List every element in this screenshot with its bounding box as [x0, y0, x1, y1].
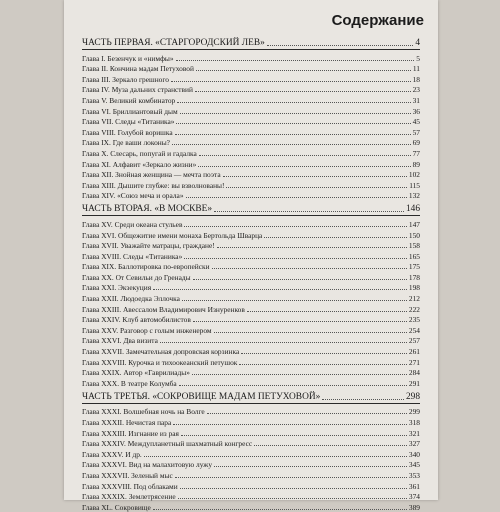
page-title: Содержание: [331, 12, 424, 29]
chapter-entry: [82, 73, 420, 84]
chapter-entry-page-number: 327: [408, 439, 420, 449]
chapter-entry-page-number: 257: [408, 336, 420, 346]
dot-leader: [322, 399, 404, 400]
chapter-entry: [82, 448, 420, 459]
chapter-entry-page-number: 389: [408, 502, 420, 512]
dot-leader: [144, 456, 407, 457]
chapter-entry-title: Глава XVIII. Следы «Титаника»: [82, 251, 183, 261]
table-of-contents: [82, 34, 420, 512]
part-heading-page-number: 4: [415, 38, 420, 48]
chapter-entry: [82, 469, 420, 480]
chapter-entry-page-number: 102: [408, 170, 420, 180]
chapter-entry-title: Глава XXXVI. Вид на малахитовую лужу: [82, 460, 213, 470]
chapter-entry-title: Глава X. Слесарь, попугай и гадалка: [82, 148, 197, 158]
chapter-entry-title: Глава XIX. Баллотировка по-европейски: [82, 262, 210, 272]
chapter-entry: [82, 126, 420, 137]
part-divider: [82, 403, 420, 404]
part-heading: [82, 35, 420, 48]
chapter-entry: [82, 345, 420, 356]
part-heading-title: ЧАСТЬ ВТОРАЯ. «В МОСКВЕ»: [82, 204, 213, 215]
chapter-entry: [82, 459, 420, 470]
part-heading: [82, 201, 420, 214]
dot-leader: [247, 311, 407, 312]
chapter-entry: [82, 335, 420, 346]
chapter-entry: [82, 480, 420, 491]
chapter-entry-title: Глава XXII. Людоедка Эллочка: [82, 294, 180, 304]
chapter-entry-title: Глава XXIII. Авессалом Владимирович Изнуренков: [82, 304, 245, 314]
dot-leader: [198, 166, 410, 167]
chapter-entry: [82, 63, 420, 74]
chapter-entry-page-number: 57: [412, 127, 420, 137]
chapter-entry-page-number: 178: [408, 272, 420, 282]
chapter-entry-page-number: 132: [408, 191, 420, 201]
dot-leader: [241, 353, 407, 354]
chapter-entry-page-number: 284: [408, 368, 420, 378]
dot-leader: [193, 279, 407, 280]
chapter-entry-page-number: 299: [408, 407, 420, 417]
chapter-entry-title: Глава IX. Где ваши локоны?: [82, 138, 170, 148]
chapter-entry: [82, 116, 420, 127]
dot-leader: [160, 342, 407, 343]
chapter-entry-title: Глава I. Безенчук и «нимфы»: [82, 53, 174, 63]
chapter-entry-title: Глава VII. Следы «Титаника»: [82, 117, 175, 127]
chapter-entry-page-number: 212: [408, 294, 420, 304]
part-heading-title: ЧАСТЬ ТРЕТЬЯ. «СОКРОВИЩЕ МАДАМ ПЕТУХОВОЙ»: [82, 391, 321, 402]
chapter-entry-page-number: 165: [408, 251, 420, 261]
part-divider: [82, 49, 420, 50]
part-heading-page-number: 146: [405, 204, 420, 215]
dot-leader: [217, 247, 407, 248]
dot-leader: [195, 91, 411, 92]
chapter-entry-title: Глава XI. Алфавит «Зеркало жизни»: [82, 159, 197, 169]
dot-leader: [254, 445, 407, 446]
chapter-entry-title: Глава XXX. В театре Колумба: [82, 378, 177, 388]
chapter-entry-title: Глава XXV. Разговор с голым инженером: [82, 325, 212, 335]
chapter-entry: [82, 356, 420, 367]
chapter-entry: [82, 427, 420, 438]
dot-leader: [212, 268, 407, 269]
chapter-entry: [82, 314, 420, 325]
part-divider: [82, 215, 420, 216]
chapter-entry: [82, 261, 420, 272]
dot-leader: [267, 45, 414, 46]
chapter-entry: [82, 282, 420, 293]
chapter-entry-title: Глава XXXIV. Междупланетный шахматный конгресс: [82, 439, 253, 449]
dot-leader: [199, 155, 411, 156]
dot-leader: [175, 477, 407, 478]
dot-leader: [171, 81, 411, 82]
chapter-entry-title: Глава XXXV. И др.: [82, 449, 142, 459]
chapter-entry-title: Глава III. Зеркало грешного: [82, 74, 169, 84]
chapter-entry: [82, 147, 420, 158]
chapter-entry: [82, 94, 420, 105]
chapter-entry: [82, 137, 420, 148]
chapter-entry: [82, 105, 420, 116]
chapter-entry-page-number: 11: [412, 64, 420, 74]
chapter-entry-page-number: 222: [408, 304, 420, 314]
dot-leader: [176, 60, 415, 61]
chapter-entry: [82, 501, 420, 512]
chapter-entry-page-number: 235: [408, 315, 420, 325]
dot-leader: [153, 289, 407, 290]
part-heading-title: ЧАСТЬ ПЕРВАЯ. «СТАРГОРОДСКИЙ ЛЕВ»: [82, 38, 265, 48]
chapter-entry-title: Глава XXXII. Нечистая пара: [82, 418, 172, 427]
chapter-entry-title: Глава XXXIII. Изгнание из рая: [82, 428, 179, 438]
dot-leader: [178, 498, 407, 499]
chapter-entry: [82, 367, 420, 378]
chapter-entry-title: Глава XVII. Уважайте матрацы, граждане!: [82, 241, 215, 251]
chapter-entry-title: Глава XII. Знойная женщина — мечта поэта: [82, 170, 221, 180]
dot-leader: [182, 300, 407, 301]
chapter-entry-page-number: 158: [408, 241, 420, 251]
chapter-entry: [82, 377, 420, 388]
dot-leader: [207, 413, 407, 414]
chapter-entry-page-number: 261: [408, 347, 420, 357]
chapter-entry-title: Глава XXVIII. Курочка и тихоокеанский петушок: [82, 357, 238, 367]
dot-leader: [177, 102, 410, 103]
chapter-entry-title: Глава XXIV. Клуб автомобилистов: [82, 315, 191, 325]
chapter-entry-page-number: 361: [408, 481, 420, 491]
chapter-entry-page-number: 271: [408, 357, 420, 367]
chapter-entry: [82, 292, 420, 303]
dot-leader: [226, 187, 407, 188]
chapter-entry-page-number: 115: [409, 180, 420, 190]
chapter-entry-page-number: 31: [412, 95, 420, 105]
part-heading: [82, 389, 420, 402]
chapter-entry-title: Глава XV. Среди океана стульев: [82, 219, 183, 229]
chapter-entry-page-number: 321: [408, 428, 420, 438]
chapter-entry-page-number: 36: [412, 106, 420, 116]
dot-leader: [180, 113, 411, 114]
dot-leader: [264, 237, 407, 238]
chapter-entry-page-number: 23: [412, 85, 420, 95]
chapter-entry-page-number: 353: [408, 470, 420, 480]
dot-leader: [184, 258, 407, 259]
chapter-entry-title: Глава XIII. Дышите глубже: вы взволнованы!: [82, 180, 225, 190]
chapter-entry: [82, 179, 420, 190]
dot-leader: [179, 385, 407, 386]
chapter-entry-title: Глава XXXI. Волшебная ночь на Волге: [82, 407, 205, 417]
chapter-entry-title: Глава XXVI. Два визита: [82, 336, 158, 346]
chapter-entry-page-number: 147: [408, 219, 420, 229]
dot-leader: [153, 509, 407, 510]
dot-leader: [214, 332, 407, 333]
chapter-entry-page-number: 77: [412, 148, 420, 158]
chapter-entry-title: Глава XL. Сокровище: [82, 502, 151, 512]
dot-leader: [193, 321, 407, 322]
dot-leader: [172, 144, 411, 145]
chapter-entry: [82, 416, 420, 427]
dot-leader: [175, 134, 411, 135]
chapter-entry: [82, 158, 420, 169]
chapter-entry-page-number: 374: [408, 492, 420, 502]
chapter-entry-page-number: 5: [416, 53, 420, 63]
chapter-entry-page-number: 198: [408, 283, 420, 293]
chapter-entry-page-number: 69: [412, 138, 420, 148]
dot-leader: [223, 176, 407, 177]
dot-leader: [186, 197, 407, 198]
dot-leader: [184, 226, 406, 227]
chapter-entry: [82, 324, 420, 335]
chapter-entry-page-number: 45: [412, 117, 420, 127]
chapter-entry-title: Глава XXXVII. Зеленый мыс: [82, 470, 173, 480]
chapter-entry: [82, 218, 420, 229]
chapter-entry: [82, 190, 420, 201]
chapter-entry: [82, 52, 420, 63]
chapter-entry-title: Глава VIII. Голубой воришка: [82, 127, 173, 137]
chapter-entry-title: Глава IV. Муза дальних странствий: [82, 85, 193, 95]
chapter-entry-title: Глава V. Великий комбинатор: [82, 95, 176, 105]
chapter-entry: [82, 250, 420, 261]
chapter-entry: [82, 271, 420, 282]
chapter-entry: [82, 406, 420, 417]
chapter-entry-title: Глава II. Кончина мадам Петуховой: [82, 64, 194, 74]
dot-leader: [180, 488, 407, 489]
chapter-entry-page-number: 345: [408, 460, 420, 470]
chapter-entry-page-number: 175: [408, 262, 420, 272]
chapter-entry: [82, 84, 420, 95]
chapter-entry-title: Глава XVI. Общежитие имени монаха Бертольда Шварца: [82, 230, 263, 240]
dot-leader: [192, 374, 407, 375]
dot-leader: [181, 435, 407, 436]
chapter-entry-page-number: 254: [408, 325, 420, 335]
chapter-entry-title: Глава XX. От Севильи до Гренады: [82, 272, 191, 282]
chapter-entry-page-number: 89: [412, 159, 420, 169]
part-heading-page-number: 298: [405, 391, 420, 402]
book-page: [64, 0, 438, 512]
dot-leader: [173, 424, 407, 425]
dot-leader: [196, 70, 411, 71]
chapter-entry: [82, 303, 420, 314]
chapter-entry-title: Глава XXXVIII. Под облаками: [82, 481, 178, 491]
chapter-entry-title: Глава XXIX. Автор «Гаврилиады»: [82, 368, 190, 378]
chapter-entry-page-number: 291: [408, 378, 420, 388]
dot-leader: [214, 466, 407, 467]
chapter-entry-title: Глава XXVII. Замечательная допровская корзинка: [82, 347, 240, 357]
chapter-entry-title: Глава XXXIX. Землетрясение: [82, 492, 176, 502]
chapter-entry-title: Глава XXI. Экзекуция: [82, 283, 152, 293]
chapter-entry: [82, 438, 420, 449]
chapter-entry-title: Глава XIV. «Союз меча и орала»: [82, 191, 184, 201]
dot-leader: [214, 211, 404, 212]
chapter-entry-page-number: 150: [408, 230, 420, 240]
chapter-entry-page-number: 318: [408, 418, 420, 427]
dot-leader: [176, 123, 410, 124]
dot-leader: [239, 364, 407, 365]
chapter-entry-page-number: 18: [412, 74, 420, 84]
chapter-entry-title: Глава VI. Бриллиантовый дым: [82, 106, 178, 116]
chapter-entry: [82, 169, 420, 180]
chapter-entry: [82, 240, 420, 251]
chapter-entry-page-number: 340: [408, 449, 420, 459]
chapter-entry: [82, 491, 420, 502]
chapter-entry: [82, 229, 420, 240]
